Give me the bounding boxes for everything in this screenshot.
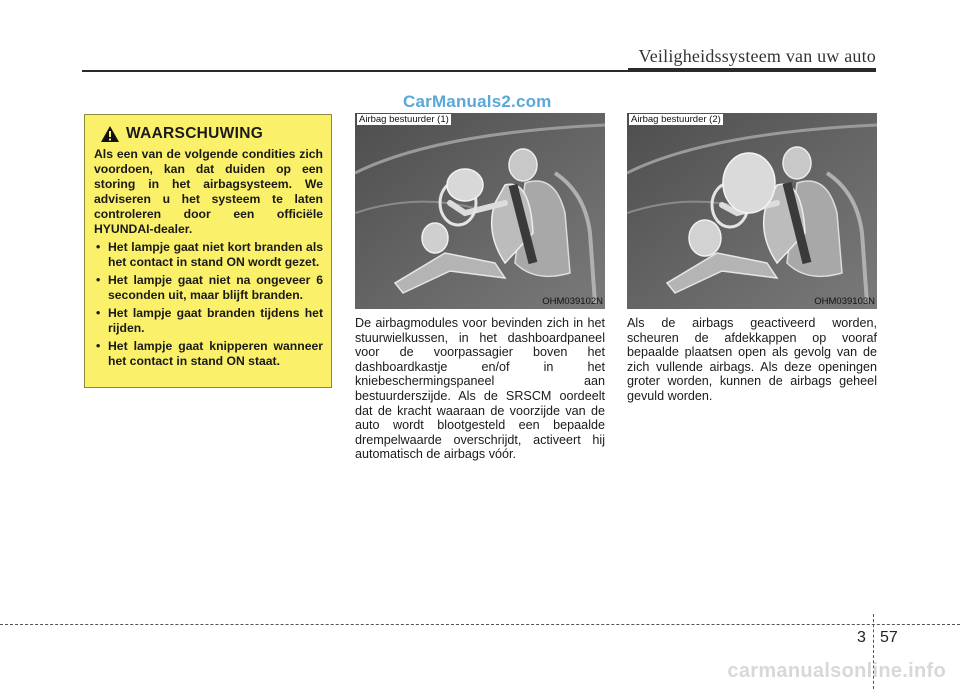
chapter-number: 3: [857, 629, 866, 646]
watermark-bottom: carmanualsonline.info: [727, 660, 946, 682]
warning-list-item: • Het lampje gaat branden tijdens het rijden.: [94, 306, 323, 336]
warning-list-item: • Het lampje gaat knipperen wanneer het contact in stand ON staat.: [94, 339, 323, 369]
warning-intro: Als een van de volgende condities zich voordoen, kan dat duiden op een storing in het airbagsysteem. We adviseren u het systeem te laten controleren door een officiële HYUNDAI-dealer.: [94, 147, 323, 236]
figure-caption-label: Airbag bestuurder (1): [359, 114, 449, 125]
airbag-illustration-1: [355, 113, 605, 309]
page-header-title: Veiligheidssysteem van uw auto: [638, 46, 876, 66]
watermark-top: CarManuals2.com: [403, 92, 552, 111]
figure-code: OHM039102N: [542, 296, 603, 307]
warning-triangle-icon: [100, 125, 120, 143]
figure-airbag-driver-2: [627, 113, 877, 309]
figure-caption-label: Airbag bestuurder (2): [631, 114, 721, 125]
header-rule-accent: [628, 68, 876, 72]
body-text-column-1: De airbagmodules voor bevinden zich in het stuurwielkussen, in het dashboardpaneel voor de voorpassagier boven het dashboardkastje en/of in het kniebeschermingspaneel aan bestuurderszijde. Als de SRSCM oordeelt dat de kracht waaraan de voorzijde van de auto wordt blootgesteld een bepaalde drempelwaarde overschrijdt, activeert hij automatisch de airbags vóór.: [355, 316, 605, 462]
warning-box: [84, 114, 332, 388]
warning-title: WAARSCHUWING: [126, 125, 264, 142]
body-text-column-2: Als de airbags geactiveerd worden, scheuren de afdekkappen op vooraf bepaalde plaatsen open als gevolg van de zich vullende airbags. Als deze openingen groter worden, kunnen de airbags geheel gevuld worden.: [627, 316, 877, 403]
figure-code: OHM039103N: [814, 296, 875, 307]
footer-rule: [0, 624, 960, 625]
warning-list: [94, 240, 323, 369]
airbag-illustration-2: [627, 113, 877, 309]
warning-list-item: • Het lampje gaat niet na ongeveer 6 seconden uit, maar blijft branden.: [94, 273, 323, 303]
page-number: 57: [880, 629, 898, 646]
figure-airbag-driver-1: [355, 113, 605, 309]
warning-list-item: • Het lampje gaat niet kort branden als het contact in stand ON wordt gezet.: [94, 240, 323, 270]
warning-heading: [94, 125, 323, 143]
